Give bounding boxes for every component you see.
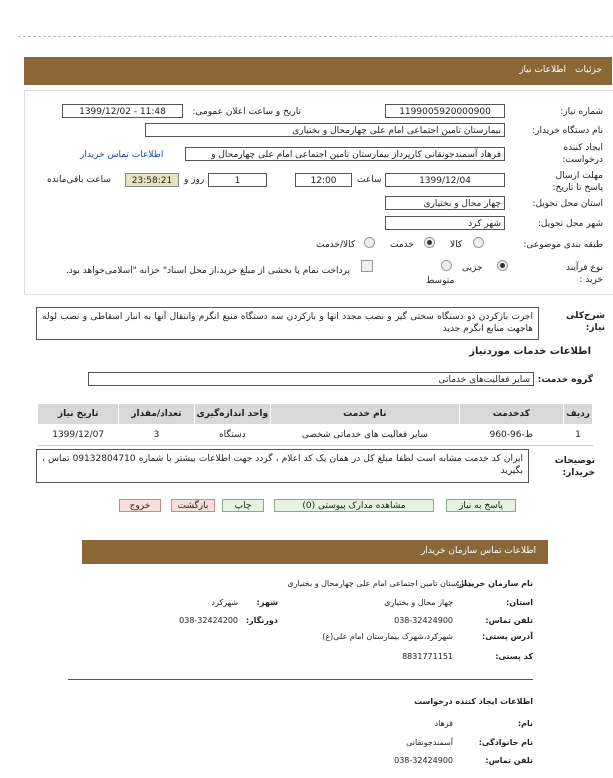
services-section-title: اطلاعات خدمات موردنیاز	[469, 346, 591, 357]
province-label: استان محل تحویل:	[532, 199, 603, 209]
contact-header-title: اطلاعات تماس سازمان خریدار	[420, 546, 536, 556]
cell-unit: دستگاه	[194, 425, 270, 446]
creator-phone-value: 038-32424900	[394, 756, 453, 765]
details-header-bar	[24, 57, 612, 85]
days-field: 1	[208, 173, 267, 187]
contact-province-value: چهار محال و بختیاری	[384, 598, 453, 607]
contact-fax-value: 038-32424200	[179, 616, 238, 625]
buyer-notes-label: توضیحات خریدار:	[554, 456, 595, 478]
category-service-label: خدمت	[390, 240, 414, 250]
tab-need-info[interactable]: اطلاعات نیاز	[519, 65, 566, 75]
cell-service-name: سایر فعالیت های خدماتی شخصی	[271, 425, 460, 446]
buyer-notes-text: ایران کد خدمت مشابه است لطفا مبلغ کل در همان یک کد اعلام ، گردد جهت اطلاعات بیشتر با شماره 09132804710 تماس ، بگیرید	[36, 449, 529, 483]
process-partial-radio[interactable]	[497, 260, 508, 271]
col-row: ردیف	[564, 404, 593, 425]
deadline-time-label: ساعت	[357, 175, 382, 185]
buyer-contact-link[interactable]: اطلاعات تماس خریدار	[80, 150, 164, 160]
cell-row: 1	[564, 425, 593, 446]
col-unit: واحد اندازه‌گیری	[194, 404, 270, 425]
category-service-radio[interactable]	[424, 237, 435, 248]
city-label: شهر محل تحویل:	[537, 219, 603, 229]
org-name-label: نام سازمان خریدار:	[456, 579, 533, 588]
reply-button[interactable]: پاسخ به نیاز	[446, 499, 516, 512]
description-label: شرح‌کلی نیاز:	[566, 311, 605, 333]
category-goods-service-label: کالا/خدمت	[316, 240, 356, 250]
creator-section-title: اطلاعات ایجاد کننده درخواست	[414, 697, 533, 706]
creator-phone-label: تلفن تماس:	[485, 756, 533, 765]
contact-header-bar	[82, 540, 548, 564]
contact-phone-label: تلفن تماس:	[485, 616, 533, 625]
contact-fax-label: دورنگار:	[245, 616, 278, 625]
city-field: شهر کرد	[385, 216, 505, 230]
contact-postal-label: کد پستی:	[495, 652, 533, 661]
service-group-label: گروه خدمت:	[537, 375, 593, 385]
col-service-code: کدخدمت	[459, 404, 563, 425]
treasury-payment-note: پرداخت تمام یا بخشی از مبلغ خرید،از محل اسناد" خزانه "اسلامی‌خواهد بود.	[65, 266, 350, 276]
process-medium-label: متوسط	[426, 276, 455, 286]
services-table	[37, 403, 593, 446]
buyer-org-label: نام دستگاه خریدار:	[532, 126, 603, 136]
category-label: طبقه بندی موضوعی:	[523, 240, 603, 250]
cell-need-date: 1399/12/07	[38, 425, 119, 446]
announce-label: تاریخ و ساعت اعلان عمومی:	[192, 107, 301, 117]
section-divider	[68, 679, 533, 680]
contact-address-label: آدرس پستی:	[482, 632, 533, 641]
need-number-field: 1199005920000900	[385, 104, 505, 118]
need-number-label: شماره نیاز:	[560, 107, 603, 117]
creator-label: ایجاد کننده درخواست:	[562, 143, 603, 165]
creator-field: فرهاد آسمندجونقانی کارپرداز بیمارستان تامین اجتماعی امام علی چهارمحال و	[185, 147, 505, 161]
cell-qty: 3	[119, 425, 194, 446]
remaining-timer: 23:58:21	[125, 173, 179, 187]
tab-details[interactable]: جزئیات	[575, 65, 602, 75]
deadline-label: مهلت ارسال پاسخ تا تاریخ:	[552, 171, 603, 193]
contact-city-label: شهر:	[256, 598, 278, 607]
remaining-label: ساعت باقی‌مانده	[47, 175, 111, 185]
creator-name-label: نام:	[517, 719, 533, 728]
col-qty: تعداد/مقدار	[119, 404, 194, 425]
process-partial-label: جزیی	[462, 263, 483, 273]
process-medium-radio[interactable]	[441, 260, 452, 271]
creator-family-label: نام خانوادگی:	[478, 738, 533, 747]
deadline-date-field: 1399/12/04	[385, 173, 505, 187]
service-group-field: سایر فعالیت‌های خدماتی	[88, 372, 534, 386]
buyer-org-field: بیمارستان تامین اجتماعی امام علی چهارمحال و بختیاری	[145, 123, 505, 137]
table-row	[38, 425, 593, 446]
days-label: روز و	[184, 175, 205, 185]
deadline-time-field: 12:00	[295, 173, 352, 187]
top-divider	[18, 36, 613, 37]
back-button[interactable]: بازگشت	[171, 499, 215, 512]
contact-postal-value: 8831771151	[402, 652, 453, 661]
contact-city-value: شهرکرد	[211, 598, 238, 607]
creator-name-value: فرهاد	[434, 719, 453, 728]
category-goods-service-radio[interactable]	[364, 237, 375, 248]
print-button[interactable]: چاپ	[222, 499, 264, 512]
contact-address-value: شهرکرد،شهرک بیمارستان امام علی(ع)	[322, 632, 453, 641]
treasury-payment-checkbox[interactable]	[361, 260, 373, 272]
category-goods-radio[interactable]	[473, 237, 484, 248]
col-need-date: تاریخ نیاز	[38, 404, 119, 425]
creator-family-value: آسمندجونقانی	[406, 738, 453, 747]
col-service-name: نام خدمت	[271, 404, 460, 425]
contact-phone-value: 038-32424900	[394, 616, 453, 625]
category-goods-label: کالا	[450, 240, 463, 250]
description-text: اجرت بازکردن دو دستگاه سختی گیر و نصب مجدد انها و بازکردن سه دستگاه منبع انگرم وانتقال آنها به انبار اسقاطی و نصب لوله هاجهت منابع انگرم جدید	[36, 307, 539, 340]
process-label: نوع فرآیند خرید :	[565, 263, 603, 285]
province-field: چهار محال و بختیاری	[385, 196, 505, 210]
contact-province-label: استان:	[506, 598, 533, 607]
exit-button[interactable]: خروج	[119, 499, 161, 512]
cell-service-code: ط-96-960	[459, 425, 563, 446]
announce-field: 1399/12/02 - 11:48	[62, 104, 183, 118]
view-attachments-button[interactable]: مشاهده مدارک پیوستی (0)	[274, 499, 434, 512]
org-name-value: بیمارستان تامین اجتماعی امام علی چهارمحال و بختیاری	[287, 579, 473, 588]
